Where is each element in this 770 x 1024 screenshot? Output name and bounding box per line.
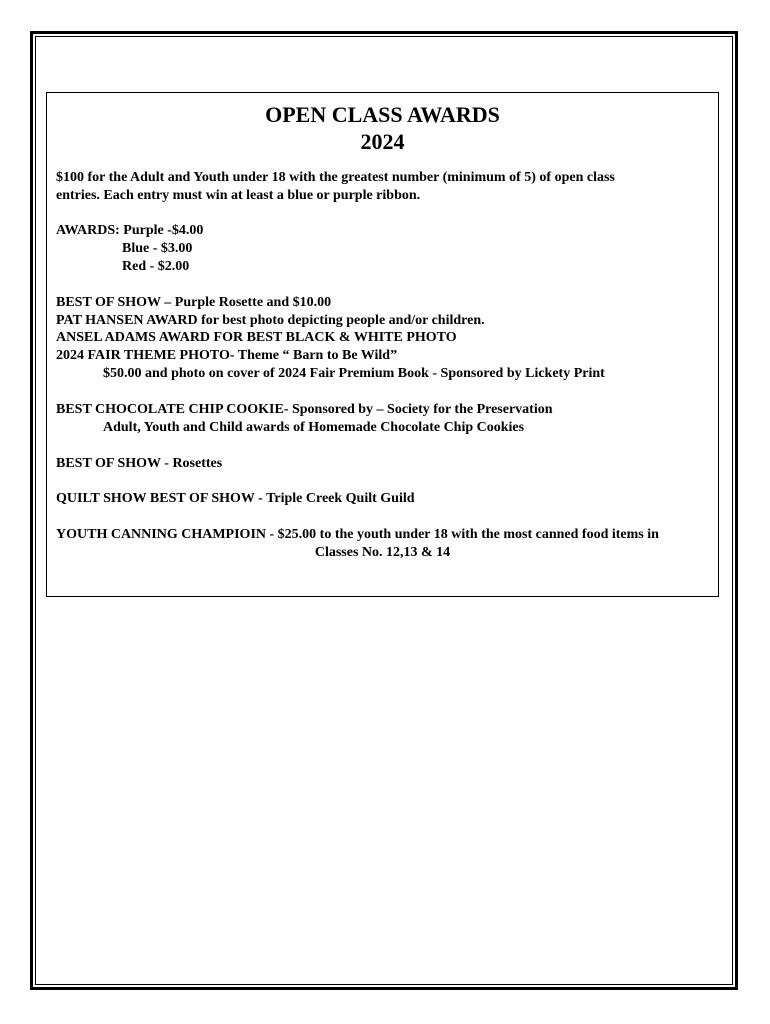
- awards-purple: AWARDS: Purple -$4.00: [56, 223, 204, 238]
- best-of-show: BEST OF SHOW – Purple Rosette and $10.00: [56, 295, 332, 310]
- intro-line-1: $100 for the Adult and Youth under 18 with the greatest number (minimum of 5) of open class: [56, 170, 615, 185]
- quilt-show: QUILT SHOW BEST OF SHOW - Triple Creek Quilt Guild: [56, 491, 415, 506]
- canning-classes: Classes No. 12,13 & 14: [314, 545, 451, 560]
- fair-theme-detail: $50.00 and photo on cover of 2024 Fair Premium Book - Sponsored by Lickety Print: [103, 366, 605, 381]
- page-title: OPEN CLASS AWARDS: [265, 102, 500, 127]
- awards-blue: Blue - $3.00: [122, 241, 193, 256]
- best-of-show-rosettes: BEST OF SHOW - Rosettes: [56, 456, 223, 471]
- awards-red: Red - $2.00: [122, 259, 190, 274]
- open-class-awards-box: [46, 92, 719, 597]
- fair-theme-photo: 2024 FAIR THEME PHOTO- Theme “ Barn to Be Wild”: [56, 348, 398, 363]
- pat-hansen-award: PAT HANSEN AWARD for best photo depicting people and/or children.: [56, 313, 485, 328]
- ansel-adams-award: ANSEL ADAMS AWARD FOR BEST BLACK & WHITE PHOTO: [56, 330, 457, 345]
- award-year: 2024: [360, 129, 405, 154]
- cookie-detail: Adult, Youth and Child awards of Homemade Chocolate Chip Cookies: [103, 420, 525, 435]
- intro-line-2: entries. Each entry must win at least a blue or purple ribbon.: [56, 188, 421, 203]
- youth-canning-champion: YOUTH CANNING CHAMPIOIN - $25.00 to the youth under 18 with the most canned food items in: [56, 527, 659, 542]
- chocolate-chip-cookie: BEST CHOCOLATE CHIP COOKIE- Sponsored by – Society for the Preservation: [56, 402, 553, 417]
